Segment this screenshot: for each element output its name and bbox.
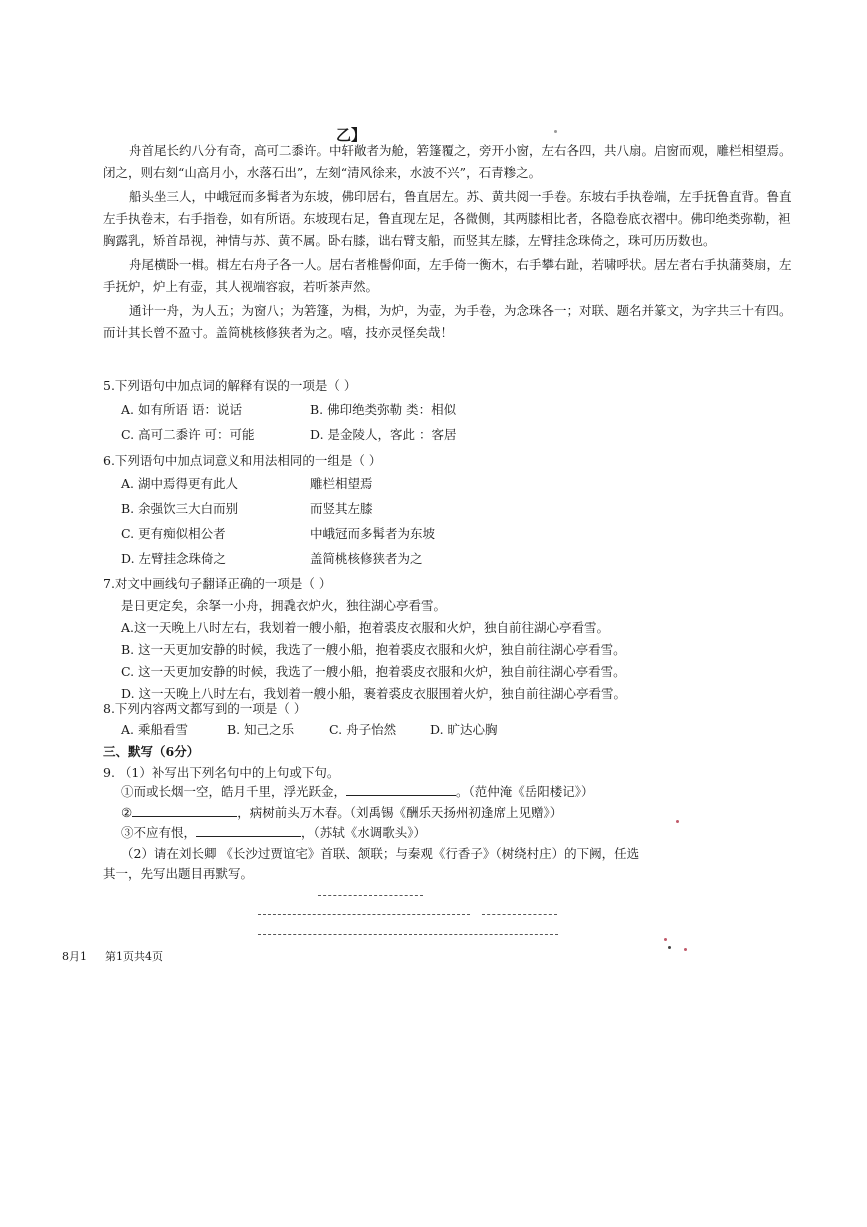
question-8-option-a: A. 乘船看雪 [121, 722, 188, 737]
question-5-option-d: D. 是金陵人，客此 ：客居 [310, 427, 457, 442]
footer-left: 8月1 [62, 950, 87, 963]
fill-blank-3[interactable] [196, 824, 301, 837]
answer-line-3[interactable] [482, 914, 557, 915]
fill-line-2-after: ，病树前头万木春。（刘禹锡《酬乐天扬州初逢席上见赠》） [237, 805, 563, 820]
question-9-part-2-line-1: （2）请在刘长卿 《长沙过贾谊宅》首联、颔联；与秦观《行香子》（树绕村庄）的下阙，任选 [121, 846, 640, 861]
answer-line-1[interactable] [318, 895, 423, 896]
question-7-stem: 7.对文中画线句子翻译正确的一项是（ ） [103, 576, 332, 591]
question-8-option-d: D. 旷达心胸 [430, 722, 498, 737]
question-7-option-b: B. 这一天更加安静的时候，我选了一艘小船，抱着裘皮衣服和火炉，独自前往湖心亭看雪。 [121, 642, 626, 657]
question-6-option-d-left: D. 左臂挂念珠倚之 [121, 551, 227, 566]
question-6-option-c-left: C. 更有痴似相公者 [121, 526, 226, 541]
passage-paragraph-2: 船头坐三人，中峨冠而多髯者为东坡，佛印居右，鲁直居左。苏、黄共阅一手卷。东坡右手执卷端，左手抚鲁直背。鲁直左手执卷末，右手指卷，如有所语。东坡现右足，鲁直现左足，各微侧，其两膝相比者，各隐卷底衣褶中。佛印绝类弥勒，袒胸露乳，矫首昂视，神情与苏、黄不属。卧右膝，诎右臂支船，而竖其左膝，左臂挂念珠倚之，珠可历历数也。 [103, 189, 792, 248]
scan-speck [554, 130, 557, 133]
question-5-option-c: C. 高可二黍许 可：可能 [121, 427, 255, 442]
question-6-option-a-right: 雕栏相望焉 [310, 476, 373, 491]
passage-paragraph-3: 舟尾横卧一楫。楫左右舟子各一人。居右者椎髻仰面，左手倚一衡木，右手攀右趾，若啸呼状。居左者右手执蒲葵扇，左手抚炉，炉上有壶，其人视端容寂，若听茶声然。 [103, 257, 792, 294]
fill-line-2-before: ② [121, 805, 133, 820]
fill-line-1-after: 。（范仲淹《岳阳楼记》） [456, 784, 594, 799]
fill-blank-2[interactable] [132, 804, 237, 817]
question-9-part-2-line-2: 其一，先写出题目再默写。 [103, 866, 254, 881]
passage [103, 140, 793, 344]
question-6-option-d-right: 盖简桃核修狭者为之 [310, 551, 423, 566]
question-8-stem: 8.下列内容两文都写到的一项是（ ） [103, 701, 307, 716]
scan-speck [684, 948, 687, 951]
fill-line-3 [121, 823, 426, 841]
scan-speck [664, 938, 667, 941]
answer-line-4[interactable] [258, 934, 558, 935]
question-5-option-a: A. 如有所语 语：说话 [121, 402, 242, 417]
question-6-option-a-left: A. 湖中焉得更有此人 [121, 476, 238, 491]
question-6-option-b-left: B. 余强饮三大白而别 [121, 501, 239, 516]
question-5-stem: 5.下列语句中加点词的解释有误的一项是（ ） [103, 378, 357, 393]
question-5-option-b: B. 佛印绝类弥勒 类：相似 [310, 402, 457, 417]
question-6-option-b-right: 而竖其左膝 [310, 501, 373, 516]
section-label: 乙】 [336, 126, 367, 144]
question-7-sentence: 是日更定矣，余拏一小舟，拥毳衣炉火，独往湖心亭看雪。 [121, 598, 447, 613]
fill-blank-1[interactable] [346, 783, 456, 796]
question-7-option-d: D. 这一天晚上八时左右，我划着一艘小船，裹着裘皮衣服围着火炉，独自前往湖心亭看雪。 [121, 686, 627, 701]
fill-line-1 [121, 782, 594, 800]
fill-line-2 [121, 803, 562, 821]
question-9-part-1: 9. （1）补写出下列名句中的上句或下句。 [103, 765, 340, 780]
scan-speck [668, 946, 671, 949]
scan-speck [676, 820, 679, 823]
question-7-option-c: C. 这一天更加安静的时候，我选了一艘小船，抱着裘皮衣服和火炉，独自前往湖心亭看雪。 [121, 664, 626, 679]
fill-line-1-before: ①而或长烟一空，皓月千里，浮光跃金， [121, 784, 347, 799]
question-8-option-c: C. 舟子怡然 [329, 722, 397, 737]
question-8-option-b: B. 知己之乐 [227, 722, 295, 737]
page-number: 第1页共4页 [105, 950, 163, 963]
fill-line-3-before: ③不应有恨， [121, 825, 197, 840]
question-6-stem: 6.下列语句中加点词意义和用法相同的一组是（ ） [103, 453, 382, 468]
question-7-option-a: A.这一天晚上八时左右，我划着一艘小船，抱着裘皮衣服和火炉，独自前往湖心亭看雪。 [121, 620, 610, 635]
question-6-option-c-right: 中峨冠而多髯者为东坡 [310, 526, 436, 541]
answer-line-2[interactable] [258, 914, 470, 915]
passage-paragraph-1: 舟首尾长约八分有奇，高可二黍许。中轩敞者为舱，箬篷覆之，旁开小窗，左右各四，共八扇。启窗而观，雕栏相望焉。闭之，则右刻“山高月小，水落石出”，左刻“清风徐来，水波不兴”，石青糁之。 [103, 143, 792, 180]
passage-paragraph-4: 通计一舟，为人五；为窗八；为箬篷，为楫，为炉，为壶，为手卷，为念珠各一；对联、题名并篆文，为字共三十有四。而计其长曾不盈寸。盖简桃核修狭者为之。嘻，技亦灵怪矣哉！ [103, 303, 792, 340]
part-3-title: 三、默写（6分） [103, 744, 200, 759]
fill-line-3-after: ，（苏轼《水调歌头》） [301, 825, 427, 840]
